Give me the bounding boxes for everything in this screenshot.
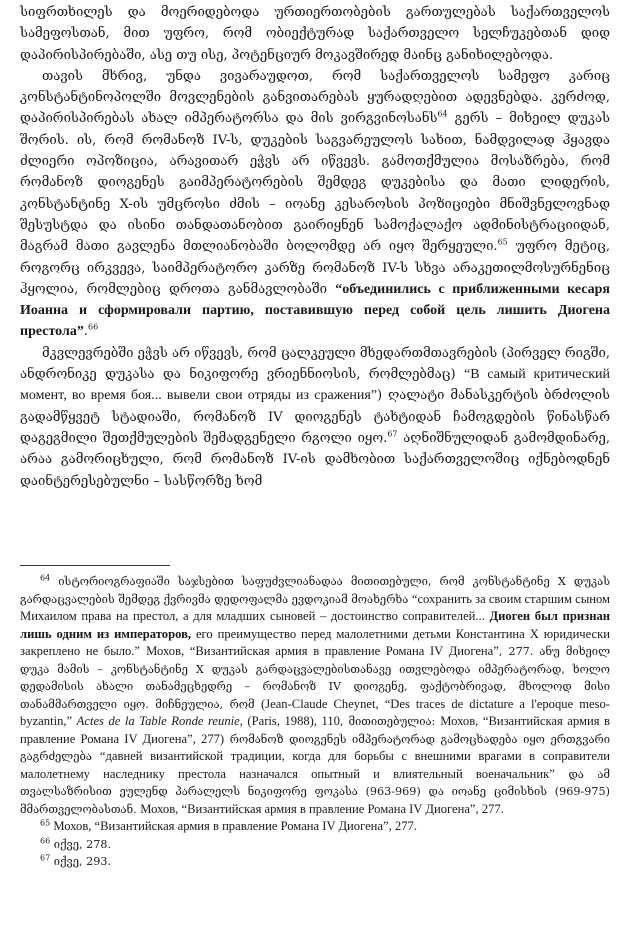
- italic-title: Actes de la Table Ronde reunie: [76, 714, 240, 728]
- text-run: გერს – მიხეილ დუკას შორის. ის, რომ რომანოზ IV-ს, დუკების საგვარეულოს სახით, ნამდვილად ჰყავდა ძლიერი ოპოზიცია, არავითარ ეჭვს არ იწვევს. გამოთქმულია მოსაზრება, რომ რომანოზ დიოგენეს გაიმპერატორების შემდეგ დუკებისა და მათი ლიდერის, კონსტანტინე X-ის უმცროსი ძმის – იოანე კესაროსის პოზიციები მნიშვნელოვნად შესუსტდა და ისინი თანდათანობით გაირიყნენ სამოქალაქო ადმინისტრაციიდან, მაგრამ მათი გავლენა მთლიანობაში ბოლომდე არ იყო შერყეული.: [20, 111, 610, 255]
- footnote-number: 66: [40, 835, 51, 845]
- footnote: [20, 573, 610, 818]
- footnote: [20, 853, 610, 871]
- footnote: [20, 836, 610, 854]
- text-run: სიფრთხილეს და მოერიდებოდა ურთიერთობების გართულებას საქართველოს სამეფოსთან, მით უფრო, რომ ობიექტურად საქართველო სელჩუკებთან დიდ დაპირისპირებაში, ასე თუ ისე, პოტენციურ მოკავშირედ მაინც განიხილებოდა.: [20, 5, 610, 63]
- quote-bold: Диоген был признан лишь одним из императоров,: [20, 609, 610, 641]
- text-run: , 277. ანუ მიხეილ დუკა მამის – კონსტანტინე X დუკას გარდაცვალებისთანავე ითვლებოდა იმპერატორად, ხოლო დედამისის ახალი თანამეცხედრე – რომანოზ IV დიოგენე, ფაქტობრივად, მხოლოდ მისი თანამმართველი იყო. მიჩნეულია, რომ: [20, 645, 610, 711]
- text-run: უფრო მეტიც, როგორც ირკვევა, საიმპერატორო კარზე რომანოზ IV-ს სხვა არაკეთილმოსურნენიც ჰყოლია, რომლებიც დროთა განმავლობაში: [20, 239, 610, 297]
- quote-text: “В самый критический момент, во время боя... вывели свои отряды из сражения”: [20, 367, 610, 404]
- footnote-separator: [20, 565, 170, 566]
- quote-text: Мохов, “Византийская армия в правление Романа IV Диогена”, 277.: [50, 819, 417, 833]
- quote-text: , (Paris, 1988), 110: [239, 714, 340, 728]
- text-run: ისტორიოგრაფიაში საჯსებით საფუძვლიანადაა მითითებული, რომ კონსტანტინე X დუკას გარდაცვალების შემდეგ ქვრივმა დედოფალმა ევდოკიამ მოახერხა: [20, 575, 610, 606]
- quote-text: Мохов, “Византийская армия в правление Романа IV Диогена”, 277): [20, 714, 610, 746]
- quote-text: “сохранить за своим старшим сыном Михаилом права на престол, а для младших сыновей – достоинство соправителей...: [20, 591, 610, 623]
- quote-text: Мохов, “Византийская армия в правление Романа IV Диогена”: [146, 644, 499, 658]
- quote-text: “давней византийской традиции, когда для борьбы с внешними врагами в соправители малолетнему наследнику престола назначался опытный и влиятельный военачальник”: [20, 749, 610, 781]
- footnote-number: 67: [40, 853, 51, 863]
- quote-text: его преимущество перед малолетними детьми Константина X юридически закреплено не было.”: [20, 626, 610, 658]
- text-run: იქვე, 278.: [50, 837, 112, 851]
- text-run: მკვლევრებში ეჭვს არ იწვევს, რომ ცალკეული მხედართმთავრების (პირველ რიგში, ანდრონიკე დუკასა და ნიკიფორე ვრიენნიოსის, რომლებმაც): [20, 345, 610, 383]
- main-text: [20, 0, 610, 492]
- paragraph: [20, 343, 610, 492]
- footnote-ref: 67: [387, 429, 398, 439]
- paragraph: [20, 2, 610, 66]
- quote-text: Мохов, “Византийская армия в правление Романа IV Диогена”, 277.: [140, 801, 504, 816]
- footnote-number: 64: [40, 573, 51, 583]
- footnote-number: 65: [40, 818, 51, 828]
- footnote-ref: 65: [497, 237, 508, 247]
- text-run: .: [83, 324, 88, 340]
- text-run: ) ღალატი მანასკერტის ბრძოლის გადამწყვეტ სტადიაში, რომანოზ IV დიოგენეს ტახტიდან ჩამოგდების წინასწარ დაგეგმილი შეთქმულების შემადგენელი რგოლი იყო.: [20, 388, 610, 446]
- text-run: აღნიშნულიდან გამომდინარე, არაა გამორიცხული, რომ რომანოზ IV-ის დამხობით საქართველოშიც იქნებოდნენ დაინტერესებულნი – სასწორზე ხომ: [20, 430, 610, 489]
- text-run: , მითითებულია:: [339, 715, 441, 728]
- footnote-ref: 66: [88, 323, 99, 333]
- text-run: თავის მხრივ, უნდა ვივარაუდოთ, რომ საქართველოს სამეფო კარიც კონსტანტინოპოლში მოვლენების განვითარებას ყურადღებით ადევნებდა. კერძოდ, დაპირისპირებას ახალ იმპერატორსა და მის ვირგვინოსანს: [20, 68, 610, 127]
- text-run: იქვე, 293.: [50, 855, 112, 868]
- text-run: რომანოზ დიოგენეს იმპერატორად გამოცხადება იყო ერთგვარი გაგრძელება: [20, 732, 610, 763]
- text-run: და ამ თვალსაზრისით ეულენდ პარალელს ნიკიფორე ფოკასა (963-969) და იოანე ციმისხის (969-975) მმართველობასთან.: [20, 767, 610, 816]
- footnote: [20, 818, 610, 836]
- paragraph: [20, 66, 610, 343]
- footnotes: [20, 573, 610, 871]
- quote-bold: “объединились с приближенными кесаря Иоанна и сформировали партию, поставившую перед собой цель лишить Диогена престола”: [20, 281, 611, 340]
- footnote-ref: 64: [437, 110, 448, 120]
- quote-text: (Jean-Claude Cheynet, “Des traces de dictature a l'epoque meso-byzantin,”: [20, 696, 610, 728]
